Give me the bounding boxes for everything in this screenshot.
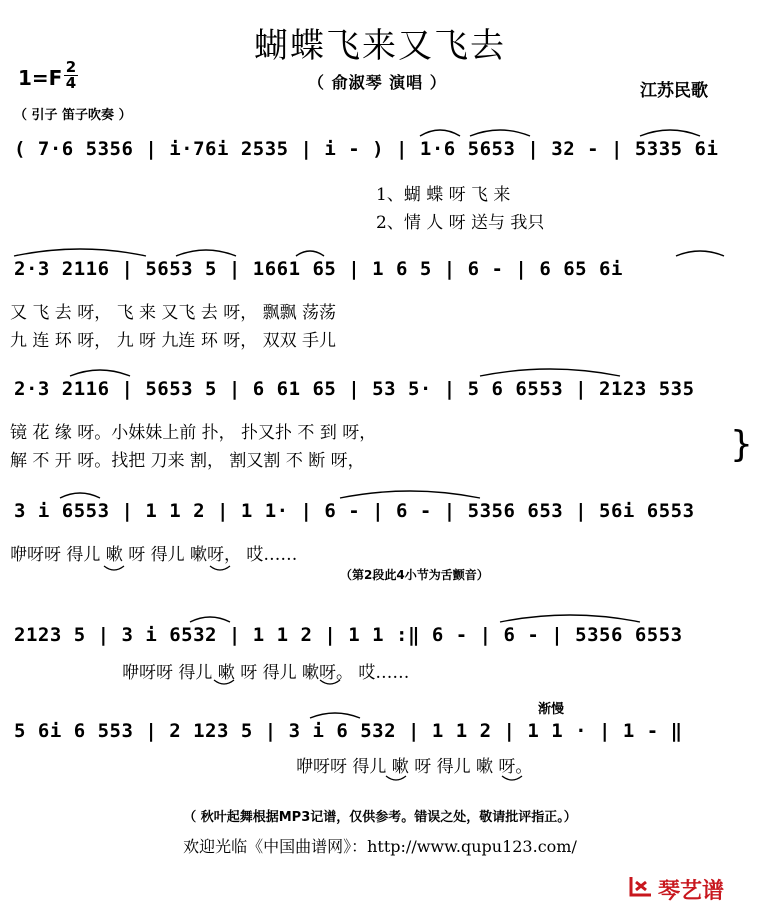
slur bbox=[480, 369, 620, 376]
lyric-line-4: 咿呀呀 得儿 嗽 呀 得儿 嗽呀， 哎…… bbox=[10, 545, 298, 565]
tempo-mark: 渐慢 bbox=[538, 702, 565, 717]
slur bbox=[420, 130, 460, 136]
lyric-tie bbox=[214, 680, 234, 684]
slur bbox=[500, 615, 640, 622]
slur bbox=[340, 491, 480, 498]
song-title: 蝴蝶飞来又飞去 bbox=[254, 26, 506, 66]
slur bbox=[70, 370, 130, 376]
lyric-tie bbox=[320, 680, 340, 684]
slur bbox=[14, 249, 146, 256]
verse-brace: } bbox=[730, 424, 753, 465]
music-line-6: 5 6i 6 553 | 2 123 5 | 3 i 6 532 | 1 1 2 | 1 1 · | 1 - ‖ bbox=[14, 720, 683, 742]
time-bottom: 4 bbox=[65, 74, 77, 92]
lyric-tie bbox=[104, 566, 124, 570]
lyric-line-5: 咿呀呀 得儿 嗽 呀 得儿 嗽呀。 哎…… bbox=[122, 663, 410, 683]
logo-mark-icon bbox=[628, 874, 654, 904]
logo-text: 琴艺谱 bbox=[658, 879, 725, 904]
music-line-4: 3 i 6553 | 1 1 2 | 1 1· | 6 - | 6 - | 5356 653 | 56i 6553 bbox=[14, 500, 695, 522]
lyric-line-2b: 九 连 环 呀， 九 呀 九连 环 呀， 双双 手儿 bbox=[10, 331, 337, 351]
music-line-1: ( 7·6 5356 | i·76i 2535 | i - ) | 1·6 5653 | 32 - | 5335 6i bbox=[14, 138, 719, 160]
lyric-line-1a: 1、蝴 蝶 呀 飞 来 bbox=[376, 185, 511, 205]
slur bbox=[676, 251, 724, 256]
lyric-line-6: 咿呀呀 得儿 嗽 呀 得儿 嗽 呀。 bbox=[296, 757, 533, 777]
lyric-tie bbox=[210, 566, 230, 570]
intro-note: （ 引子 笛子吹奏 ） bbox=[14, 108, 132, 123]
time-top: 2 bbox=[65, 58, 77, 76]
tongue-note: （第2段此4小节为舌颤音） bbox=[340, 568, 489, 582]
slur bbox=[470, 130, 530, 136]
slur bbox=[310, 713, 360, 718]
lyric-line-3b: 解 不 开 呀。找把 刀来 割， 割又割 不 断 呀， bbox=[10, 451, 365, 471]
music-line-2: 2·3 2116 | 5653 5 | 1661 65 | 1 6 5 | 6 - | 6 65 6i bbox=[14, 258, 623, 280]
slur bbox=[60, 493, 100, 498]
lyric-line-1b: 2、情 人 呀 送与 我只 bbox=[376, 213, 545, 233]
website-link[interactable]: 欢迎光临《中国曲谱网》：http://www.qupu123.com/ bbox=[183, 837, 577, 856]
site-logo bbox=[628, 874, 724, 905]
lyric-line-2a: 又 飞 去 呀， 飞 来 又飞 去 呀， 飘飘 荡荡 bbox=[10, 303, 337, 323]
slur bbox=[296, 251, 324, 256]
slur bbox=[176, 250, 236, 256]
lyric-tie bbox=[502, 776, 522, 780]
lyric-tie bbox=[386, 776, 406, 780]
transcription-footnote: （ 秋叶起舞根据MP3记谱，仅供参考。错误之处，敬请批评指正。） bbox=[183, 810, 577, 825]
key-signature: 1=F bbox=[18, 66, 63, 90]
slur bbox=[640, 130, 700, 136]
music-line-3: 2·3 2116 | 5653 5 | 6 61 65 | 53 5· | 5 6 6553 | 2123 535 bbox=[14, 378, 695, 400]
lyric-line-3a: 镜 花 缘 呀。小妹妹上前 扑， 扑又扑 不 到 呀， bbox=[10, 423, 377, 443]
music-line-5: 2123 5 | 3 i 6532 | 1 1 2 | 1 1 :‖ 6 - | 6 - | 5356 6553 bbox=[14, 624, 683, 646]
performer: （ 俞淑琴 演唱 ） bbox=[308, 73, 447, 92]
slur bbox=[190, 617, 230, 622]
song-origin: 江苏民歌 bbox=[640, 81, 708, 101]
